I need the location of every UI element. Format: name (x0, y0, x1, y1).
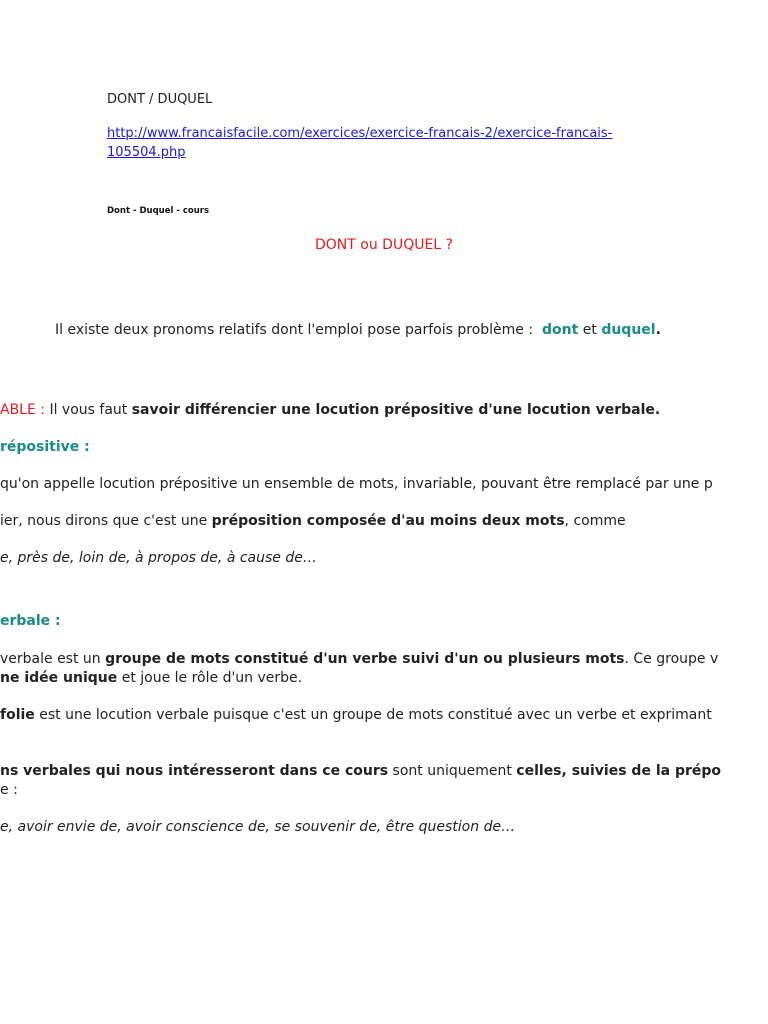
section2-heading: erbale : (0, 613, 61, 629)
section2-line1-post: . Ce groupe v (624, 651, 719, 667)
section2-line3-bold: folie (0, 707, 35, 723)
section2-line3 (0, 707, 712, 723)
section2-line2 (0, 670, 302, 686)
section1-heading: répositive : (0, 439, 90, 455)
section1-examples: e, près de, loin de, à propos de, à cause de… (0, 550, 317, 566)
intro-word-duquel: duquel (601, 322, 656, 338)
source-link[interactable]: http://www.francaisfacile.com/exercices/exercice-francais-2/exercice-francais-105504.php (107, 126, 613, 160)
section2-line4-bold1: ns verbales qui nous intéresseront dans ce cours (0, 763, 389, 779)
small-caption: Dont - Duquel - cours (107, 206, 210, 216)
section2-line4-bold2: celles, suivies de la prépo (516, 763, 722, 779)
section2-line4 (0, 763, 721, 779)
main-title: DONT ou DUQUEL ? (315, 237, 453, 253)
intro-end: . (655, 322, 661, 338)
section2-line2-post: et joue le rôle d'un verbe. (117, 670, 303, 686)
preamble-label: ABLE : (0, 402, 45, 418)
intro-word-dont: dont (541, 322, 579, 338)
section1-line2 (0, 513, 626, 529)
section2-line1-bold: groupe de mots constitué d'un verbe suivi d'un ou plusieurs mots (105, 651, 625, 667)
section2-line1-pre: verbale est un (0, 651, 106, 667)
section1-line1: qu'on appelle locution prépositive un ensemble de mots, invariable, pouvant être remplacé par une p (0, 476, 713, 492)
section2-line3-post: est une locution verbale puisque c'est un groupe de mots constitué avec un verbe et exprimant (34, 707, 712, 723)
preamble-line (0, 402, 660, 418)
section1-line2-pre: ier, nous dirons que c'est une (0, 513, 212, 529)
preamble-text: Il vous faut (45, 402, 132, 418)
section2-examples: e, avoir envie de, avoir conscience de, se souvenir de, être question de… (0, 819, 516, 835)
section1-line2-post: , comme (564, 513, 626, 529)
section2-line5: e : (0, 782, 18, 798)
preamble-bold: savoir différencier une locution prépositive d'une locution verbale. (131, 402, 661, 418)
section2-line1 (0, 651, 718, 667)
section1-line2-bold: préposition composée d'au moins deux mots (211, 513, 565, 529)
intro-conj: et (582, 322, 597, 338)
section2-line2-bold: ne idée unique (0, 670, 118, 686)
section2-line4-mid: sont uniquement (388, 763, 517, 779)
document-header: DONT / DUQUEL (107, 92, 213, 107)
intro-paragraph (55, 322, 661, 338)
intro-text: Il existe deux pronoms relatifs dont l'emploi pose parfois problème : (55, 322, 534, 338)
